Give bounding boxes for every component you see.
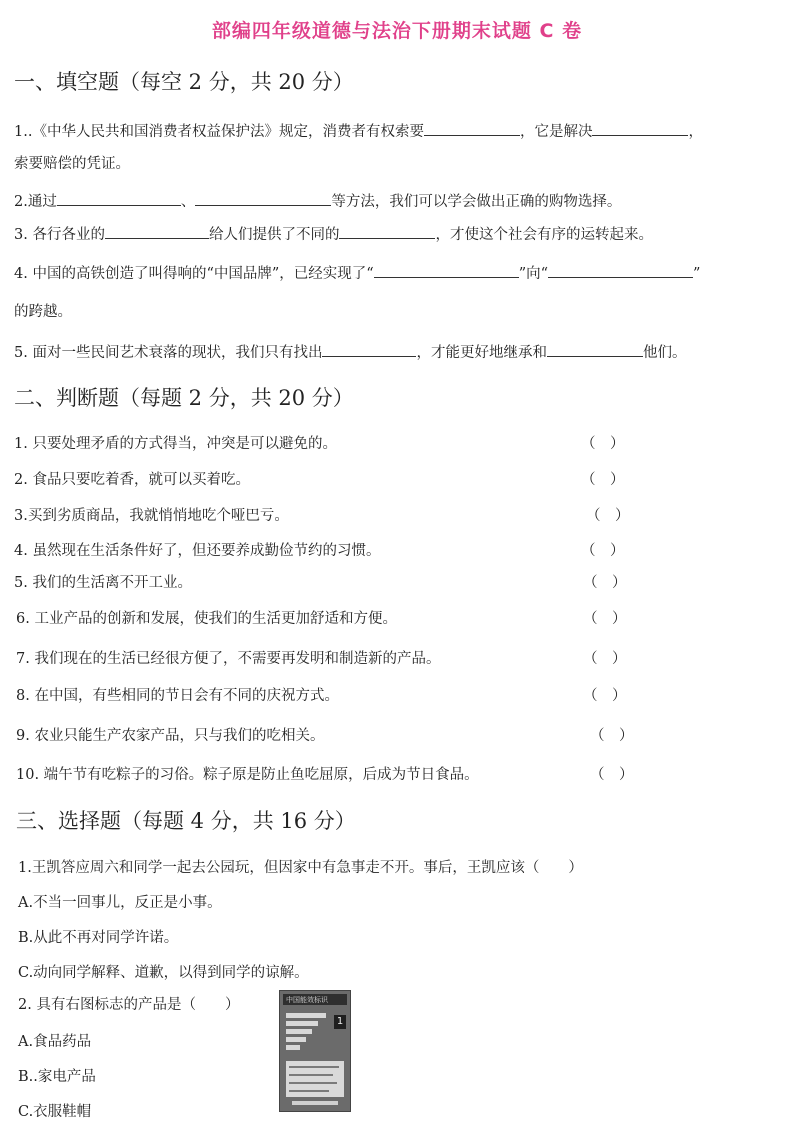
fill-question-4 — [14, 262, 700, 283]
label-grade-marker: 1 — [334, 1015, 346, 1029]
choice-option-b[interactable]: B..家电产品 — [18, 1069, 96, 1085]
choice-option-c[interactable]: C.动向同学解释、道歉，以得到同学的谅解。 — [18, 965, 309, 981]
q4-text-a: 4. 中国的高铁创造了叫得响的“中国品牌”，已经实现了“ — [14, 266, 374, 282]
q4-text-c: ” — [693, 266, 701, 282]
judge-item-4: 4. 虽然现在生活条件好了，但还要养成勤俭节约的习惯。 — [14, 543, 381, 559]
choice-option-a[interactable]: A.不当一回事儿，反正是小事。 — [18, 895, 222, 911]
answer-paren[interactable]: （ ） — [590, 728, 634, 744]
answer-paren[interactable]: （ ） — [583, 611, 627, 627]
answer-paren[interactable]: （ ） — [586, 508, 630, 524]
label-info-line — [289, 1074, 333, 1076]
label-grade-band — [286, 1037, 306, 1042]
q5-text-a: 5. 面对一些民间艺术衰落的现状，我们只有找出 — [14, 345, 323, 361]
q5-text-c: 他们。 — [642, 345, 687, 361]
answer-blank[interactable] — [105, 224, 209, 239]
section2-heading: 二、判断题（每题 2 分，共 20 分） — [14, 386, 354, 410]
label-footer — [292, 1101, 338, 1105]
judge-item-3: 3.买到劣质商品，我就悄悄地吃个哑巴亏。 — [14, 508, 289, 524]
q2-text-c: 等方法，我们可以学会做出正确的购物选择。 — [331, 194, 622, 210]
answer-blank[interactable] — [592, 121, 688, 136]
choice-option-a[interactable]: A.食品药品 — [18, 1034, 92, 1050]
q1-text-c: ， — [688, 124, 703, 140]
q2-text-a: 2.通过 — [14, 194, 57, 210]
label-info-line — [289, 1090, 329, 1092]
answer-blank[interactable] — [57, 191, 181, 206]
choice-question-1: 1.王凯答应周六和同学一起去公园玩，但因家中有急事走不开。事后，王凯应该（ ） — [18, 860, 583, 876]
q1-continuation: 索要赔偿的凭证。 — [14, 156, 130, 172]
judge-item-10: 10. 端午节有吃粽子的习俗。粽子原是防止鱼吃屈原，后成为节日食品。 — [16, 767, 479, 783]
q1-text-a: 1..《中华人民共和国消费者权益保护法》规定，消费者有权索要 — [14, 124, 424, 140]
answer-paren[interactable]: （ ） — [583, 575, 627, 591]
label-grade-band — [286, 1013, 326, 1018]
answer-paren[interactable]: （ ） — [590, 767, 634, 783]
energy-label-image — [279, 990, 351, 1112]
judge-item-9: 9. 农业只能生产农家产品，只与我们的吃相关。 — [16, 728, 325, 744]
q4-continuation: 的跨越。 — [14, 304, 72, 320]
judge-item-1: 1. 只要处理矛盾的方式得当，冲突是可以避免的。 — [14, 436, 337, 452]
answer-blank[interactable] — [339, 224, 435, 239]
judge-item-6: 6. 工业产品的创新和发展，使我们的生活更加舒适和方便。 — [16, 611, 397, 627]
judge-item-2: 2. 食品只要吃着香，就可以买着吃。 — [14, 472, 250, 488]
judge-item-5: 5. 我们的生活离不开工业。 — [14, 575, 192, 591]
label-info-line — [289, 1066, 339, 1068]
q3-text-a: 3. 各行各业的 — [14, 227, 105, 243]
label-grade-band — [286, 1045, 300, 1050]
answer-paren[interactable]: （ ） — [581, 436, 625, 452]
answer-blank[interactable] — [547, 342, 643, 357]
choice-question-2: 2. 具有右图标志的产品是（ ） — [18, 997, 240, 1013]
q5-text-b: ，才能更好地继承和 — [416, 345, 547, 361]
judge-item-7: 7. 我们现在的生活已经很方便了，不需要再发明和制造新的产品。 — [16, 651, 441, 667]
q3-text-c: ，才使这个社会有序的运转起来。 — [435, 227, 653, 243]
fill-question-5 — [14, 341, 686, 362]
fill-question-2 — [14, 190, 621, 211]
label-info-line — [289, 1082, 337, 1084]
fill-question-3 — [14, 223, 653, 244]
answer-blank[interactable] — [374, 263, 519, 278]
choice-option-c[interactable]: C.衣服鞋帽 — [18, 1104, 92, 1120]
label-grade-band — [286, 1021, 318, 1026]
section1-heading: 一、填空题（每空 2 分，共 20 分） — [14, 70, 354, 94]
answer-paren[interactable]: （ ） — [583, 688, 627, 704]
section3-heading: 三、选择题（每题 4 分，共 16 分） — [16, 809, 356, 833]
answer-blank[interactable] — [322, 342, 416, 357]
page-title: 部编四年级道德与法治下册期末试题 C 卷 — [211, 20, 583, 42]
answer-blank[interactable] — [424, 121, 520, 136]
answer-paren[interactable]: （ ） — [581, 543, 625, 559]
answer-paren[interactable]: （ ） — [583, 651, 627, 667]
answer-blank[interactable] — [195, 191, 331, 206]
label-header-text: 中国能效标识 — [286, 996, 328, 1004]
judge-item-8: 8. 在中国，有些相同的节日会有不同的庆祝方式。 — [16, 688, 339, 704]
label-grade-band — [286, 1029, 312, 1034]
answer-blank[interactable] — [548, 263, 693, 278]
fill-question-1 — [14, 120, 703, 141]
q1-text-b: ，它是解决 — [519, 124, 593, 140]
q2-text-b: 、 — [180, 194, 196, 210]
answer-paren[interactable]: （ ） — [581, 472, 625, 488]
q4-text-b: ”向“ — [518, 266, 549, 282]
choice-option-b[interactable]: B.从此不再对同学许诺。 — [18, 930, 179, 946]
q3-text-b: 给人们提供了不同的 — [208, 227, 340, 243]
